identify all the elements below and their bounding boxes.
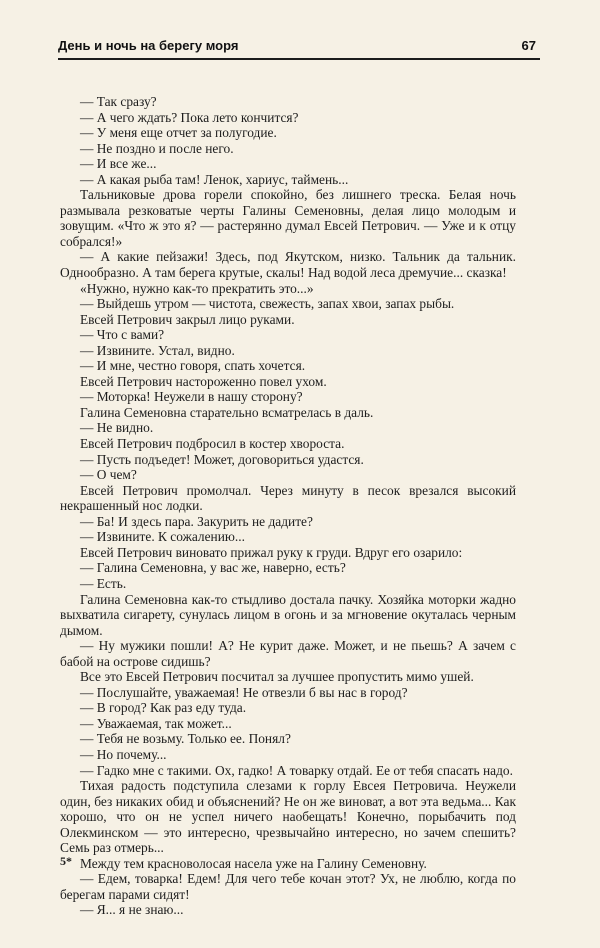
paragraph: Тальниковые дрова горели спокойно, без лишнего треска. Белая ночь размывала резковатые черты Галины Семеновны, делая лицо молодым и зовущим. «Что ж это я? — растерянно думал Евсей Петрович. — Уже и к отцу собрался!» bbox=[60, 187, 516, 249]
paragraph: — Я... я не знаю... bbox=[80, 902, 184, 918]
paragraph: — Но почему... bbox=[80, 746, 167, 762]
paragraph: Тихая радость подступила слезами к горлу Евсея Петровича. Неужели один, без никаких обид и объяснений? Не он же виноват, а вот эта ведьма... Как хорошо, что он не успел ничего наобещать! Конечно, порыбачить под Олекминском — это интересно, чрезвычайно интересно, но зачем спешить? Семь раз отмерь... bbox=[60, 778, 516, 856]
paragraph: — Выйдешь утром — чистота, свежесть, запах хвои, запах рыбы. bbox=[80, 296, 455, 312]
paragraph: Между тем красноволосая насела уже на Галину Семеновну. bbox=[80, 855, 427, 871]
paragraph: — Извините. К сожалению... bbox=[80, 529, 245, 545]
paragraph: Евсей Петрович промолчал. Через минуту в песок врезался высокий некрашенный нос лодки. bbox=[60, 482, 516, 514]
text-body bbox=[60, 94, 516, 918]
paragraph: — Пусть подъедет! Может, договориться удастся. bbox=[80, 451, 364, 467]
paragraph: «Нужно, нужно как-то прекратить это...» bbox=[80, 280, 314, 296]
paragraph: — Не видно. bbox=[80, 420, 154, 436]
paragraph: — Едем, товарка! Едем! Для чего тебе кочан этот? Ух, не люблю, когда по берегам парами сидят! bbox=[60, 871, 516, 902]
paragraph: — Галина Семеновна, у вас же, наверно, есть? bbox=[80, 560, 346, 576]
paragraph: — А какие пейзажи! Здесь, под Якутском, низко. Тальник да тальник. Однообразно. А там берега крутые, скалы! Над водой леса дремучие... сказка! bbox=[60, 249, 516, 281]
paragraph: — Послушайте, уважаемая! Не отвезли б вы нас в город? bbox=[80, 684, 408, 700]
header-title: День и ночь на берегу моря bbox=[58, 38, 239, 53]
paragraph: — Так сразу? bbox=[80, 94, 157, 109]
paragraph: — Ба! И здесь пара. Закурить не дадите? bbox=[80, 513, 313, 529]
paragraph: — Извините. Устал, видно. bbox=[80, 342, 235, 358]
paragraph: — О чем? bbox=[80, 467, 137, 483]
paragraph: — И все же... bbox=[80, 156, 157, 172]
paragraph: — Не поздно и после него. bbox=[80, 140, 234, 156]
paragraph: — Тебя не возьму. Только ее. Понял? bbox=[80, 731, 291, 747]
paragraph: — Моторка! Неужели в нашу сторону? bbox=[80, 389, 303, 405]
paragraph: Евсей Петрович настороженно повел ухом. bbox=[80, 373, 327, 389]
paragraph: — А какая рыба там! Ленок, хариус, таймень... bbox=[80, 171, 349, 187]
paragraph: — Уважаемая, так может... bbox=[80, 715, 232, 731]
running-header bbox=[58, 36, 540, 60]
paragraph: — И мне, честно говоря, спать хочется. bbox=[80, 358, 306, 374]
paragraph: — Что с вами? bbox=[80, 327, 165, 343]
paragraph: Все это Евсей Петрович посчитал за лучшее пропустить мимо ушей. bbox=[80, 669, 474, 685]
paragraph: — А чего ждать? Пока лето кончится? bbox=[80, 109, 299, 125]
paragraph: — В город? Как раз еду туда. bbox=[80, 700, 247, 716]
paragraph: — У меня еще отчет за полугодие. bbox=[80, 125, 277, 141]
paragraph: Галина Семеновна старательно всматрелась в даль. bbox=[80, 404, 374, 420]
page-number: 67 bbox=[521, 38, 536, 53]
paragraph: Галина Семеновна как-то стыдливо достала пачку. Хозяйка моторки жадно выхватила сигарету, сунулась лицом в огонь и за мгновение окуталась черным дымом. bbox=[60, 591, 516, 638]
paragraph: — Ну мужики пошли! А? Не курит даже. Может, и не пьешь? А зачем с бабой на острове сидишь? bbox=[60, 638, 516, 669]
signature-mark: 5* bbox=[60, 854, 72, 868]
paragraph: — Гадко мне с такими. Ох, гадко! А товарку отдай. Ее от тебя спасать надо. bbox=[80, 762, 513, 778]
paragraph: Евсей Петрович подбросил в костер хвороста. bbox=[80, 436, 345, 452]
paragraph: Евсей Петрович закрыл лицо руками. bbox=[80, 311, 295, 327]
paragraph: Евсей Петрович виновато прижал руку к груди. Вдруг его озарило: bbox=[80, 544, 463, 560]
paragraph: — Есть. bbox=[80, 575, 127, 591]
